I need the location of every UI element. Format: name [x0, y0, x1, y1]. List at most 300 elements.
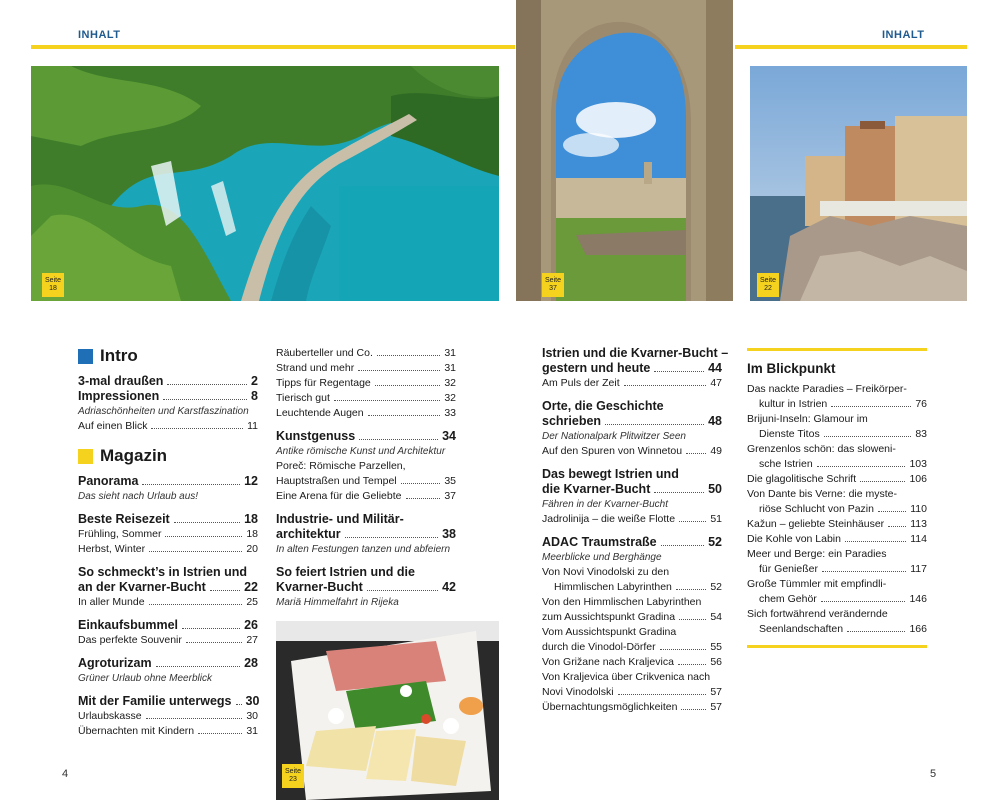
dot-leader [156, 666, 240, 667]
toc-chapter-title [78, 565, 258, 595]
spacer [276, 421, 456, 429]
toc-entry-text: Übernachtungsmöglichkeiten [542, 701, 678, 713]
toc-magazin-list [78, 474, 258, 739]
toc-entry-line [542, 670, 722, 685]
toc-column-3 [542, 346, 729, 715]
toc-entry-line [542, 610, 722, 625]
toc-entry [276, 406, 456, 421]
toc-page-number: 52 [708, 535, 722, 549]
toc-page-number: 8 [251, 389, 258, 403]
toc-entry-line [542, 685, 722, 700]
dot-leader [367, 590, 438, 591]
toc-entry-text: architektur [276, 527, 341, 541]
dot-leader [151, 428, 243, 429]
dot-leader [679, 521, 706, 522]
toc-entry-text: Leuchtende Augen [276, 407, 364, 419]
toc-page-number: 52 [710, 581, 722, 593]
toc-entry-text: 3-mal draußen [78, 374, 164, 388]
toc-chapter-title [78, 618, 258, 633]
toc-page-number: 54 [710, 611, 722, 623]
dot-leader [681, 709, 706, 710]
dot-leader [236, 704, 242, 705]
toc-chapter-title [78, 474, 258, 489]
spacer [78, 557, 258, 565]
toc-page-number: 26 [244, 618, 258, 632]
toc-page-number: 18 [244, 512, 258, 526]
toc-entry-line [747, 472, 927, 487]
toc-entry-line [747, 532, 927, 547]
toc-entry-line [78, 542, 258, 557]
toc-page-number: 12 [244, 474, 258, 488]
toc-entry-text: Kažun – geliebte Steinhäuser [747, 518, 885, 530]
toc-entry [542, 580, 722, 595]
toc-page-number: 47 [710, 377, 722, 389]
toc-page-number: 166 [909, 623, 927, 635]
toc-page-number: 56 [710, 656, 722, 668]
toc-entry-line [542, 467, 722, 482]
toc-entry-text: Von Novi Vinodolski zu den [542, 566, 670, 578]
spacer [542, 391, 722, 399]
toc-entry [542, 700, 722, 715]
toc-chapter-title [276, 429, 456, 444]
dot-leader [847, 631, 905, 632]
toc-entry-line [78, 419, 258, 434]
toc-entry-text: Die glagolitische Schrift [747, 473, 857, 485]
toc-entry-text: Himmlischen Labyrinthen [554, 581, 672, 593]
toc-page-number: 114 [910, 533, 927, 545]
spacer [276, 557, 456, 565]
toc-entry-text: Auf einen Blick [78, 420, 148, 432]
toc-entry-line [542, 361, 722, 376]
spacer [78, 610, 258, 618]
dot-leader [860, 481, 905, 482]
toc-entry-text: Mit der Familie unterwegs [78, 694, 232, 708]
toc-entry-line [276, 429, 456, 444]
toc-entry [276, 346, 456, 361]
toc-page-number: 32 [444, 392, 456, 404]
dot-leader [149, 604, 243, 605]
page-ref-label: Seite 23 [282, 764, 304, 788]
toc-entry [747, 622, 927, 637]
section-intro-heading: Intro [78, 346, 258, 366]
toc-entry-text: Agroturizam [78, 656, 152, 670]
toc-entry-text: Herbst, Winter [78, 543, 146, 555]
toc-entry-line [747, 517, 927, 532]
toc-entry-text: Urlaubskasse [78, 710, 142, 722]
dot-leader [624, 385, 707, 386]
toc-entry-line [276, 489, 456, 504]
toc-entry-text: Seenlandschaften [759, 623, 844, 635]
toc-column-1 [78, 346, 258, 739]
toc-chapter-title [542, 535, 722, 550]
toc-intro-list [78, 374, 258, 434]
dot-leader [654, 492, 704, 493]
page-number-left: 4 [62, 768, 69, 780]
toc-entry [747, 472, 927, 487]
toc-entry-line [78, 374, 258, 389]
toc-entry-line [747, 427, 927, 442]
toc-entry-text: Beste Reisezeit [78, 512, 170, 526]
toc-entry [542, 512, 722, 527]
toc-entry [276, 376, 456, 391]
toc-entry-text: Die Kohle von Labin [747, 533, 841, 545]
toc-entry-line [542, 640, 722, 655]
toc-entry-line [78, 474, 258, 489]
dot-leader [817, 466, 906, 467]
toc-entry-line [276, 406, 456, 421]
toc-subtitle: Grüner Urlaub ohne Meerblick [78, 673, 212, 684]
spacer [78, 686, 258, 694]
toc-entry-line [78, 565, 258, 580]
dot-leader [142, 484, 240, 485]
dot-leader [824, 436, 912, 437]
toc-entry [747, 607, 927, 622]
toc-chapter-title [78, 374, 258, 389]
toc-entry-line [276, 346, 456, 361]
dot-leader [174, 522, 240, 523]
toc-column-2 [276, 346, 456, 610]
toc-entry-text: Strand und mehr [276, 362, 355, 374]
toc-entry-text: Frühling, Sommer [78, 528, 162, 540]
toc-page-number: 37 [444, 490, 456, 502]
toc-page-number: 2 [251, 374, 258, 388]
toc-page-number: 30 [245, 694, 260, 708]
toc-entry-line [276, 391, 456, 406]
toc-entry-line [747, 457, 927, 472]
dot-leader [654, 371, 704, 372]
toc-entry [747, 592, 927, 607]
toc-entry-text: Vom Aussichtspunkt Gradina [542, 626, 677, 638]
toc-entry-text: Meer und Berge: ein Paradies [747, 548, 887, 560]
toc-entry-text: chem Gehör [759, 593, 817, 605]
toc-entry-line [276, 527, 456, 542]
toc-page-number: 106 [909, 473, 927, 485]
toc-entry-line [747, 622, 927, 637]
toc-entry-line [276, 580, 456, 595]
toc-entry [747, 532, 927, 547]
toc-page-number: 34 [442, 429, 456, 443]
toc-entry-text: schrieben [542, 414, 602, 428]
toc-page-number: 31 [444, 362, 456, 374]
dot-leader [888, 526, 906, 527]
toc-subtitle: Mariä Himmelfahrt in Rijeka [276, 597, 399, 608]
spacer [78, 648, 258, 656]
toc-entry-text: Räuberteller und Co. [276, 347, 373, 359]
toc-entry [78, 724, 258, 739]
dot-leader [334, 400, 440, 401]
header-rule-right [735, 45, 967, 49]
toc-chapter-title [78, 694, 258, 709]
toc-entry-line [78, 656, 258, 671]
toc-entry [747, 547, 927, 562]
toc-list [276, 346, 456, 610]
toc-page-number: 31 [444, 347, 456, 359]
toc-entry-line [747, 607, 927, 622]
toc-entry [747, 382, 927, 397]
toc-entry [542, 685, 722, 700]
toc-entry-line [747, 502, 927, 517]
dot-leader [661, 545, 704, 546]
dot-leader [686, 453, 706, 454]
toc-page-number: 57 [710, 701, 722, 713]
spacer [276, 504, 456, 512]
header-rule-left [31, 45, 515, 49]
toc-entry-line [276, 376, 456, 391]
toc-entry [276, 489, 456, 504]
toc-subtitle: In alten Festungen tanzen und abfeiern [276, 544, 451, 555]
toc-chapter-title [78, 512, 258, 527]
toc-entry-line [78, 527, 258, 542]
toc-entry-text: Brijuni-Inseln: Glamour im [747, 413, 868, 425]
toc-entry-text: Istrien und die Kvarner-Bucht – [542, 346, 729, 360]
toc-entry-text: Einkaufsbummel [78, 618, 179, 632]
dot-leader [605, 424, 704, 425]
toc-page-number: 35 [444, 475, 456, 487]
toc-entry-line [542, 399, 722, 414]
toc-entry-line [542, 655, 722, 670]
toc-entry-text: Am Puls der Zeit [542, 377, 620, 389]
toc-entry-line [747, 382, 927, 397]
toc-subtitle: Meerblicke und Berghänge [542, 552, 662, 563]
toc-page-number: 28 [244, 656, 258, 670]
toc-chapter-title [276, 512, 456, 542]
toc-entry-line [747, 412, 927, 427]
toc-entry [542, 444, 722, 459]
toc-subtitle: Fähren in der Kvarner-Bucht [542, 499, 668, 510]
toc-subtitle: Der Nationalpark Plitwitzer Seen [542, 431, 686, 442]
toc-entry [78, 419, 258, 434]
header-inhalt-left: INHALT [78, 29, 121, 41]
toc-page-number: 27 [246, 634, 258, 646]
toc-page-number: 49 [710, 445, 722, 457]
toc-entry-text: Kvarner-Bucht [276, 580, 363, 594]
toc-entry-line [747, 562, 927, 577]
toc-entry-line [747, 397, 927, 412]
toc-entry [747, 412, 927, 427]
dot-leader [618, 694, 707, 695]
dot-leader [878, 511, 906, 512]
toc-entry-line [78, 580, 258, 595]
blickpunkt-box [747, 348, 927, 648]
page-ref-label: Seite 18 [42, 273, 64, 297]
photo-rovinj-coast [750, 66, 967, 301]
spacer [542, 527, 722, 535]
toc-page-number: 48 [708, 414, 722, 428]
toc-entry-line [542, 414, 722, 429]
toc-entry [276, 459, 456, 474]
toc-entry [747, 577, 927, 592]
toc-entry-line [542, 444, 722, 459]
toc-entry-text: Kunstgenuss [276, 429, 356, 443]
blickpunkt-heading: Im Blickpunkt [747, 361, 836, 376]
photo-pula-arena [516, 0, 733, 301]
toc-entry-text: an der Kvarner-Bucht [78, 580, 206, 594]
toc-entry-text: Übernachten mit Kindern [78, 725, 195, 737]
toc-entry [747, 397, 927, 412]
yellow-square-icon [78, 449, 93, 464]
toc-entry-line [276, 361, 456, 376]
toc-entry [78, 709, 258, 724]
dot-leader [165, 536, 242, 537]
toc-entry [78, 542, 258, 557]
toc-entry-line [78, 633, 258, 648]
toc-entry [747, 562, 927, 577]
toc-entry-text: Grenzenlos schön: das sloweni- [747, 443, 896, 455]
toc-subtitle: Das sieht nach Urlaub aus! [78, 491, 199, 502]
toc-entry-line [78, 694, 258, 709]
toc-entry-text: Orte, die Geschichte [542, 399, 664, 413]
dot-leader [375, 385, 441, 386]
toc-entry [747, 427, 927, 442]
toc-page-number: 55 [710, 641, 722, 653]
toc-subtitle: Antike römische Kunst und Architektur [276, 446, 446, 457]
toc-page-number: 30 [246, 710, 258, 722]
toc-entry-line [542, 482, 722, 497]
toc-entry-line [747, 577, 927, 592]
toc-page-number: 18 [246, 528, 258, 540]
toc-entry-text: So feiert Istrien und die [276, 565, 415, 579]
toc-entry-text: Eine Arena für die Geliebte [276, 490, 402, 502]
toc-entry-line [78, 595, 258, 610]
page-ref-label: Seite 22 [757, 273, 779, 297]
toc-entry-text: Tierisch gut [276, 392, 330, 404]
dot-leader [149, 551, 242, 552]
toc-entry-line [78, 724, 258, 739]
dot-leader [822, 571, 906, 572]
dot-leader [146, 718, 243, 719]
toc-entry-line [747, 442, 927, 457]
toc-entry-text: für Genießer [759, 563, 818, 575]
toc-chapter-title [78, 656, 258, 671]
toc-entry-line [747, 592, 927, 607]
toc-page-number: 113 [910, 518, 927, 530]
toc-entry-line [542, 625, 722, 640]
toc-page-number: 146 [909, 593, 927, 605]
toc-page-number: 51 [710, 513, 722, 525]
toc-page-number: 31 [246, 725, 258, 737]
toc-entry [747, 457, 927, 472]
photo-food-plate [276, 621, 499, 800]
toc-entry [542, 376, 722, 391]
toc-entry-text: sche Istrien [759, 458, 813, 470]
toc-entry-text: die Kvarner-Bucht [542, 482, 651, 496]
toc-entry-line [542, 580, 722, 595]
toc-entry-text: Dienste Titos [759, 428, 820, 440]
toc-entry-text: Jadrolinija – die weiße Flotte [542, 513, 676, 525]
toc-list [747, 382, 927, 637]
page-ref-label: Seite 37 [542, 273, 564, 297]
toc-page-number: 22 [244, 580, 258, 594]
toc-entry [542, 610, 722, 625]
toc-page-number: 33 [444, 407, 456, 419]
toc-entry-line [78, 618, 258, 633]
toc-entry-line [78, 709, 258, 724]
toc-page-number: 44 [708, 361, 722, 375]
toc-entry-text: Impressionen [78, 389, 160, 403]
dot-leader [831, 406, 911, 407]
toc-entry-line [542, 376, 722, 391]
toc-entry-text: Novi Vinodolski [542, 686, 614, 698]
toc-entry-text: Sich fortwährend verändernde [747, 608, 888, 620]
dot-leader [678, 664, 706, 665]
toc-entry-line [276, 474, 456, 489]
toc-page-number: 38 [442, 527, 456, 541]
toc-entry-text: durch die Vinodol-Dörfer [542, 641, 656, 653]
toc-entry-text: kultur in Istrien [759, 398, 828, 410]
dot-leader [679, 619, 706, 620]
toc-entry-text: zum Aussichtspunkt Gradina [542, 611, 676, 623]
toc-entry [747, 442, 927, 457]
toc-page-number: 25 [246, 596, 258, 608]
header-inhalt-right: INHALT [882, 29, 925, 41]
dot-leader [210, 590, 240, 591]
toc-entry-line [542, 535, 722, 550]
toc-entry-line [747, 487, 927, 502]
dot-leader [358, 370, 440, 371]
toc-entry-line [276, 512, 456, 527]
photo-plitvice-lakes [31, 66, 499, 301]
toc-page-number: 11 [247, 420, 258, 432]
toc-entry-text: Panorama [78, 474, 139, 488]
toc-entry [276, 361, 456, 376]
dot-leader [377, 355, 440, 356]
dot-leader [401, 483, 441, 484]
toc-entry [276, 391, 456, 406]
dot-leader [821, 601, 906, 602]
toc-entry [542, 595, 722, 610]
toc-entry [542, 640, 722, 655]
toc-entry-text: Von Grižane nach Kraljevica [542, 656, 674, 668]
toc-page-number: 110 [910, 503, 927, 515]
toc-entry-text: riöse Schlucht von Pazin [759, 503, 874, 515]
page-number-right: 5 [930, 768, 937, 780]
dot-leader [182, 628, 240, 629]
toc-page-number: 57 [710, 686, 722, 698]
toc-entry-line [78, 389, 258, 404]
spacer [542, 459, 722, 467]
dot-leader [163, 399, 247, 400]
dot-leader [676, 589, 706, 590]
toc-chapter-title [542, 399, 722, 429]
toc-entry-line [542, 595, 722, 610]
toc-entry-text: Tipps für Regentage [276, 377, 371, 389]
toc-entry-line [78, 512, 258, 527]
toc-entry-text: In aller Munde [78, 596, 145, 608]
toc-page-number: 50 [708, 482, 722, 496]
toc-chapter-title [276, 565, 456, 595]
toc-entry [542, 655, 722, 670]
toc-entry-line [542, 700, 722, 715]
toc-entry [542, 625, 722, 640]
dot-leader [359, 439, 438, 440]
toc-entry-text: Das bewegt Istrien und [542, 467, 679, 481]
toc-chapter-title [78, 389, 258, 404]
toc-entry-line [276, 459, 456, 474]
toc-entry [276, 474, 456, 489]
toc-page-number: 32 [444, 377, 456, 389]
dot-leader [368, 415, 441, 416]
toc-entry [542, 670, 722, 685]
toc-page-number: 117 [910, 563, 927, 575]
toc-entry-text: ADAC Traumstraße [542, 535, 657, 549]
blue-square-icon [78, 349, 93, 364]
toc-entry-text: Poreč: Römische Parzellen, [276, 460, 406, 472]
toc-entry-line [276, 565, 456, 580]
toc-entry-text: Das perfekte Souvenir [78, 634, 182, 646]
toc-entry-line [542, 346, 729, 361]
toc-entry-line [542, 565, 722, 580]
dot-leader [167, 384, 247, 385]
